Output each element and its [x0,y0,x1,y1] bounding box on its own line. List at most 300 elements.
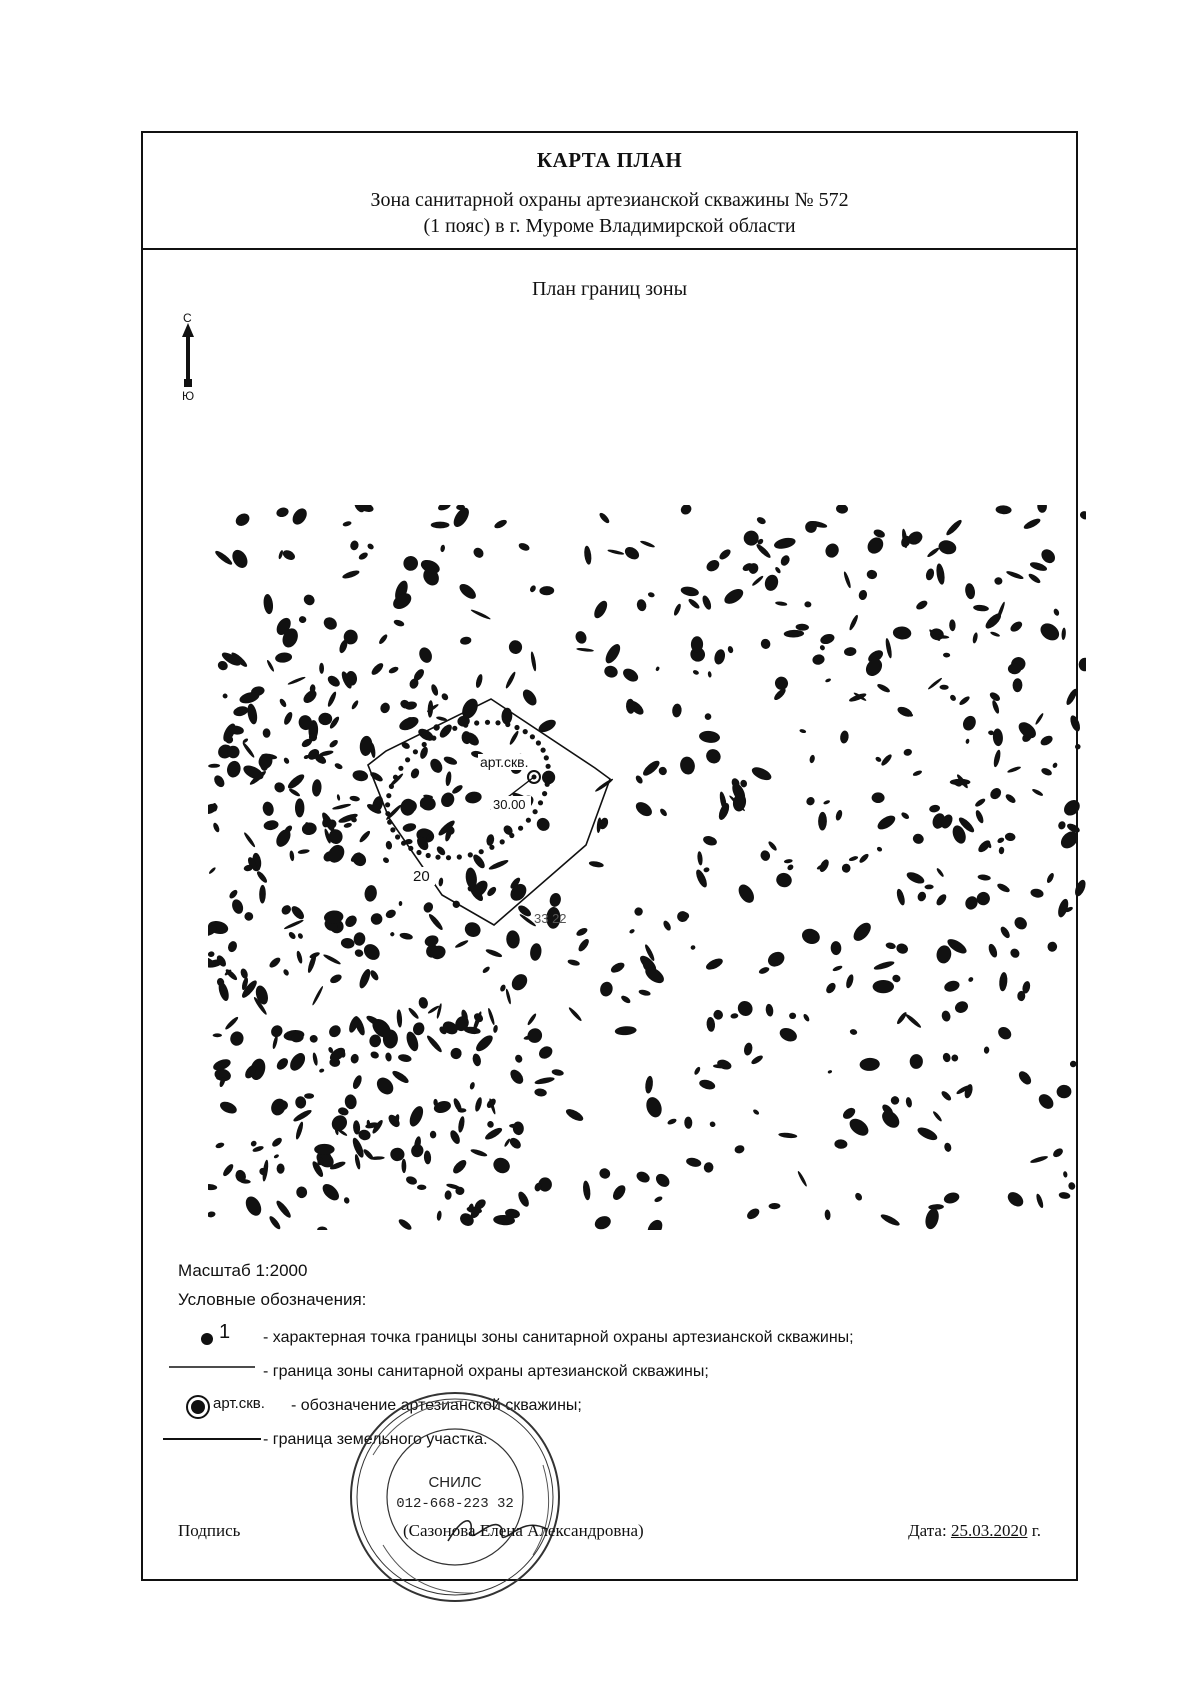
aerial-blob [809,754,816,763]
aerial-blob [491,1155,513,1176]
aerial-blob [832,965,843,973]
aerial-blob [224,1016,240,1031]
aerial-blob [516,1190,531,1208]
aerial-blob [767,840,778,852]
aerial-blob [654,1195,664,1203]
legend-title: Условные обозначения: [178,1290,367,1309]
aerial-blob [318,712,333,726]
aerial-blob [317,1226,328,1230]
zone-point [385,802,390,807]
zone-point [544,755,549,760]
parcel-label: 33 22 [534,911,567,926]
aerial-blob [1004,832,1016,841]
aerial-blob [704,558,721,574]
zone-point [422,742,427,747]
aerial-blob [1052,762,1059,769]
zone-point [505,722,510,727]
aerial-blob [280,903,293,916]
aerial-blob [765,1003,774,1017]
aerial-blob [332,803,352,811]
zone-point [518,826,523,831]
aerial-blob [915,599,929,612]
aerial-blob [287,931,296,941]
aerial-blob [1061,627,1066,640]
aerial-blob [1031,788,1044,797]
aerial-blob [269,1023,285,1039]
aerial-blob [879,1212,901,1227]
aerial-blob [312,779,323,797]
aerial-blob [508,730,519,746]
well-label: арт.скв. [480,754,529,770]
aerial-blob [297,932,304,939]
aerial-blob [943,653,950,658]
aerial-blob [334,762,344,770]
aerial-blob [859,1057,880,1071]
aerial-blob [229,547,250,571]
zone-point [446,855,451,860]
aerial-blob [884,638,892,659]
aerial-blob [567,958,580,966]
aerial-blob [635,1170,652,1185]
aerial-blob [1037,620,1062,644]
zone-point [538,800,543,805]
aerial-blob [939,685,948,690]
aerial-blob [370,912,384,926]
aerial-blob [607,549,624,556]
document-subtitle [143,187,1076,239]
aerial-blob [990,631,1001,638]
aerial-blob [811,653,825,666]
aerial-blob [296,950,304,964]
aerial-blob [875,813,897,832]
aerial-blob [758,966,770,975]
aerial-blob [378,633,389,645]
aerial-blob [551,1068,564,1076]
aerial-blob [974,797,987,808]
aerial-blob [848,855,858,862]
zone-number-label: 20 [413,868,430,885]
aerial-blob [905,1097,913,1109]
aerial-blob [272,1035,279,1050]
aerial-blob [400,798,417,817]
aerial-blob [469,1081,476,1090]
aerial-blob [358,830,371,844]
aerial-blob [384,908,397,920]
aerial-blob [972,632,979,644]
aerial-blob [629,928,636,934]
aerial-blob [866,569,878,580]
aerial-texture [208,505,1086,1230]
scale-label: Масштаб 1:2000 [178,1261,308,1280]
aerial-blob [397,714,420,733]
zone-point [398,766,403,771]
stamp-number: 012-668-223 32 [396,1496,514,1512]
aerial-blob [712,1008,725,1021]
aerial-blob [340,937,355,949]
aerial-blob [718,547,733,561]
aerial-blob [789,1013,796,1019]
aerial-blob [819,632,836,646]
aerial-blob [693,1066,701,1076]
aerial-blob [620,994,632,1004]
aerial-blob [610,1183,628,1202]
aerial-blob [996,882,1011,894]
aerial-blob [302,592,317,607]
aerial-blob [1069,1060,1077,1068]
aerial-blob [344,1094,358,1110]
aerial-blob [1075,744,1082,750]
aerial-blob [504,671,517,690]
aerial-blob [440,692,449,702]
aerial-blob [576,647,594,652]
zone-point [495,720,500,725]
aerial-blob [1061,797,1083,819]
aerial-blob [427,912,444,931]
aerial-blob [987,943,999,959]
aerial-blob [858,589,868,601]
aerial-blob [475,673,484,688]
aerial-blob [342,520,352,527]
aerial-blob [843,571,852,589]
aerial-blob [644,1095,665,1119]
aerial-blob [534,1088,547,1097]
aerial-blob [518,542,531,553]
aerial-blob [431,522,450,529]
zone-point [526,818,531,823]
aerial-blob [615,1026,637,1036]
aerial-blob [750,765,773,783]
aerial-blob [923,1207,941,1230]
aerial-blob [634,907,643,916]
aerial-blob [876,846,883,853]
document-title: КАРТА ПЛАН [536,148,683,172]
zone-point [479,849,484,854]
aerial-blob [684,1117,692,1129]
aerial-blob [745,1206,761,1221]
aerial-blob [900,811,910,820]
well-symbol-label: арт.скв. [213,1395,265,1412]
aerial-blob [336,794,340,801]
aerial-blob [440,544,446,552]
aerial-blob [393,619,405,628]
aerial-blob [763,573,780,592]
aerial-blob [583,545,592,565]
aerial-blob [311,985,324,1006]
aerial-blob [289,904,306,922]
aerial-blob [830,941,841,955]
zone-point [485,720,490,725]
aerial-blob [1012,915,1029,932]
aerial-blob [292,1108,313,1123]
aerial-blob [1067,1181,1076,1190]
aerial-blob [1073,878,1086,898]
aerial-blob [911,832,925,845]
aerial-blob [625,699,635,715]
aerial-blob [208,764,220,768]
aerial-blob [673,603,683,617]
aerial-blob [841,863,851,873]
aerial-blob [992,749,1001,768]
zone-point [435,855,440,860]
aerial-blob [213,1033,222,1037]
header-block [143,133,1076,250]
aerial-blob [588,860,604,868]
aerial-blob [401,1159,406,1173]
zone-point [442,730,447,735]
signer-name: (Сазонова Елена Александровна) [403,1521,644,1540]
aerial-map-image [208,505,1086,1230]
aerial-blob [350,1053,360,1064]
legend-text: - граница земельного участка. [263,1431,488,1448]
zone-point [395,834,400,839]
zone-point [541,748,546,753]
aerial-blob [243,1194,265,1219]
aerial-blob [314,1144,334,1155]
aerial-blob [349,540,359,551]
zone-point [463,723,468,728]
aerial-blob [692,669,699,675]
aerial-blob [819,644,826,651]
aerial-blob [994,577,1003,585]
aerial-blob [283,919,304,931]
aerial-blob [703,1161,714,1173]
aerial-blob [713,648,727,666]
point-symbol-label: 1 [219,1321,231,1343]
signature-label: Подпись [178,1521,241,1540]
aerial-blob [701,594,713,611]
aerial-blob [703,746,723,766]
aerial-blob [727,645,734,653]
aerial-blob [208,951,215,958]
aerial-blob [459,636,472,646]
aerial-blob [596,817,602,833]
aerial-blob [598,511,611,524]
aerial-blob [709,1120,717,1128]
aerial-blob [645,1217,666,1230]
aerial-blob [706,1017,716,1032]
aerial-blob [836,505,849,514]
aerial-blob [328,739,339,749]
aerial-blob [281,548,297,562]
parcel-border-line-icon [163,1425,263,1455]
zone-point [514,725,519,730]
aerial-blob [295,798,304,817]
aerial-blob [486,885,498,897]
aerial-blob [326,691,337,708]
aerial-blob [269,1096,288,1117]
aerial-blob [483,1126,503,1142]
aerial-blob [799,728,807,733]
aerial-blob [534,815,552,833]
aerial-blob [428,757,445,775]
aerial-blob [230,898,245,916]
date-label: Дата: [908,1521,947,1540]
aerial-blob [417,1185,426,1191]
aerial-blob [778,1132,797,1139]
aerial-blob [834,1139,847,1149]
aerial-blob [320,1181,342,1203]
aerial-blob [539,586,554,596]
aerial-blob [905,870,926,886]
aerial-blob [839,730,849,744]
aerial-blob [805,795,817,807]
aerial-blob [730,1013,738,1019]
zone-point [389,784,394,789]
aerial-blob [295,1096,307,1109]
aerial-blob [212,774,226,790]
aerial-blob [301,822,318,837]
aerial-blob [804,601,811,607]
aerial-blob [239,968,249,980]
aerial-blob [482,965,491,974]
aerial-blob [358,551,370,561]
aerial-blob [353,932,366,947]
aerial-blob [818,812,827,831]
aerial-blob [574,629,589,645]
aerial-blob [634,774,644,785]
aerial-blob [873,980,894,993]
aerial-blob [949,619,956,631]
aerial-blob [294,1121,304,1140]
aerial-blob [319,1068,325,1073]
aerial-blob [937,538,958,556]
aerial-blob [680,585,700,597]
aerial-blob [756,516,767,526]
aerial-blob [880,753,894,767]
aerial-blob [262,728,270,738]
aerial-blob [698,730,720,744]
aerial-blob [278,698,287,709]
aerial-blob [760,638,772,650]
aerial-blob [263,594,275,615]
zone-point [426,853,431,858]
aerial-blob [422,901,435,915]
aerial-blob [349,795,360,802]
aerial-blob [704,956,724,972]
aerial-blob [775,601,788,607]
aerial-blob [419,746,430,760]
date-suffix: г. [1031,1521,1041,1540]
aerial-blob [1009,619,1024,633]
zone-point [408,846,413,851]
aerial-blob [844,647,857,657]
aerial-blob [471,1053,482,1067]
aerial-blob [743,530,759,546]
aerial-blob [241,741,255,758]
aerial-blob [1034,712,1044,725]
aerial-blob [1051,1147,1064,1159]
aerial-blob [827,1070,832,1074]
aerial-blob [784,630,805,638]
aerial-blob [750,1054,764,1066]
aerial-blob [988,786,1003,801]
aerial-blob [369,1050,380,1060]
aerial-blob [647,592,655,599]
aerial-blob [755,542,772,559]
aerial-blob [312,1052,319,1066]
zone-point [542,791,547,796]
aerial-blob [274,1199,292,1220]
aerial-blob [275,652,293,664]
aerial-blob [765,949,787,970]
aerial-blob [273,1154,279,1160]
aerial-blob [995,505,1011,515]
aerial-blob [644,1075,654,1094]
aerial-blob [529,584,537,593]
aerial-blob [936,867,945,877]
point-icon [163,1323,263,1353]
aerial-blob [942,1052,952,1063]
zone-point [545,782,550,787]
aerial-blob [998,846,1004,854]
aerial-blob [802,1013,810,1022]
aerial-blob [1053,608,1061,617]
aerial-blob [609,961,626,975]
aerial-blob [875,756,883,763]
aerial-blob [229,1030,245,1047]
aerial-blob [998,972,1008,992]
aerial-blob [218,1099,238,1116]
zone-point [474,720,479,725]
aerial-blob [225,760,242,779]
aerial-blob [895,888,906,906]
aerial-blob [329,973,343,985]
aerial-blob [577,937,591,953]
aerial-blob [925,568,936,582]
aerial-blob [526,1013,537,1026]
aerial-blob [703,867,710,873]
aerial-blob [823,541,841,560]
aerial-blob [848,692,867,703]
aerial-blob [471,853,487,871]
aerial-blob [296,1186,308,1198]
aerial-blob [470,608,491,620]
aerial-blob [1039,734,1054,748]
aerial-blob [722,586,746,607]
aerial-blob [863,656,886,680]
aerial-blob [945,518,964,537]
aerial-blob [967,976,974,983]
aerial-blob [824,981,837,995]
aerial-blob [734,1144,746,1155]
aerial-blob [582,1180,591,1201]
aerial-blob [633,799,654,819]
aerial-blob [255,870,268,884]
aerial-blob [849,1028,858,1035]
aerial-blob [935,892,949,907]
aerial-blob [958,695,971,707]
aerial-blob [343,913,359,929]
aerial-blob [287,676,306,686]
aerial-blob [366,542,374,550]
aerial-blob [846,1115,871,1139]
aerial-blob [940,1090,953,1103]
aerial-blob [996,836,1005,844]
aerial-blob [407,1104,426,1128]
zone-point [385,811,390,816]
aerial-blob [471,546,485,560]
aerial-blob [950,779,971,786]
aerial-blob [208,1184,217,1191]
aerial-blob [409,767,421,780]
aerial-blob [679,755,697,775]
aerial-blob [903,748,913,757]
aerial-blob [369,969,380,982]
aerial-blob [297,849,310,855]
aerial-blob [951,1054,958,1061]
north-label: С [183,311,192,325]
aerial-blob [508,1136,523,1151]
